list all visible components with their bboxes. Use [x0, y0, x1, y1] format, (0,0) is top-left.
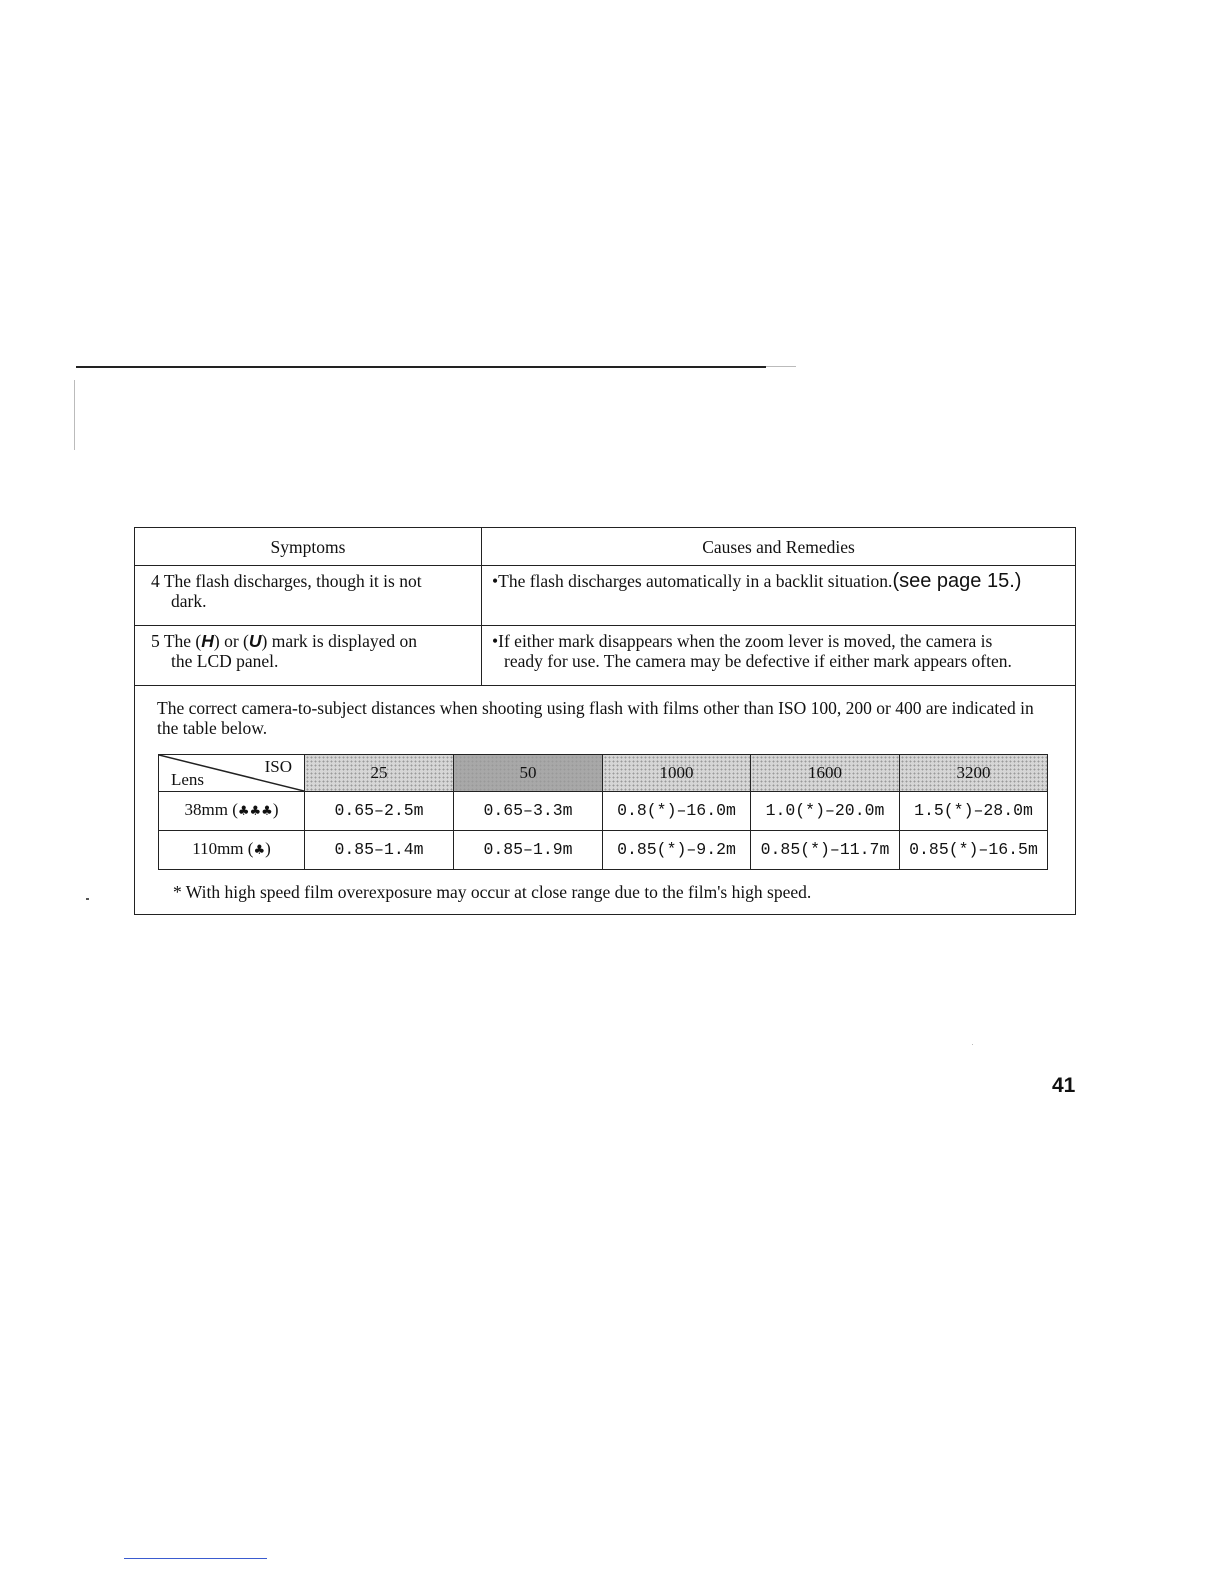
u-mark-icon: U	[248, 631, 262, 651]
iso-25-header: 25	[305, 755, 454, 792]
lens-text: 38mm (	[184, 800, 238, 819]
table-row	[159, 831, 1048, 870]
distance-cell: 0.85(*)–16.5m	[900, 831, 1048, 870]
table-row	[135, 566, 1076, 626]
distance-cell: 0.65–2.5m	[305, 792, 454, 831]
page-number: 41	[1052, 1074, 1076, 1097]
lens-text: )	[265, 839, 271, 858]
iso-label: ISO	[264, 757, 292, 776]
flash-distance-table	[158, 754, 1048, 870]
row-number: 5	[151, 631, 160, 651]
remedy-text	[492, 631, 1067, 671]
remedy-cell	[482, 566, 1076, 626]
top-rule	[76, 366, 766, 368]
h-mark-icon: H	[201, 631, 214, 651]
troubleshooting-table	[134, 527, 1076, 915]
causes-header: Causes and Remedies	[482, 528, 1076, 566]
remedy-text	[492, 571, 1067, 591]
iso-50-header: 50	[454, 755, 603, 792]
lens-38mm	[159, 792, 305, 831]
symptom-cell	[135, 566, 482, 626]
scan-speck	[972, 1044, 973, 1045]
table-row	[159, 792, 1048, 831]
page-reference: (see page 15.)	[892, 570, 1022, 592]
symptom-text	[151, 571, 473, 611]
iso-header-row	[159, 755, 1048, 792]
footnote: * With high speed film overexposure may occur at close range due to the film's high speed.	[173, 882, 812, 902]
symptoms-header: Symptoms	[135, 528, 482, 566]
scan-speck	[86, 898, 89, 900]
lens-label: Lens	[171, 770, 205, 789]
distance-cell: 0.85(*)–9.2m	[603, 831, 751, 870]
bullet: •	[492, 631, 499, 651]
row-number: 4	[151, 571, 160, 591]
symptom-line: The flash discharges, though it is not	[163, 571, 422, 591]
distance-cell: 0.85(*)–11.7m	[751, 831, 900, 870]
symptom-cell	[135, 626, 482, 686]
wide-angle-icon: ♣♣♣	[237, 804, 273, 819]
iso-1600-header: 1600	[751, 755, 900, 792]
remedy-line: The flash discharges automatically in a backlit situation.	[498, 571, 893, 591]
top-rule-faint	[766, 366, 796, 367]
iso-3200-header: 3200	[900, 755, 1048, 792]
lens-110mm	[159, 831, 305, 870]
lens-text: 110mm (	[192, 839, 254, 858]
lens-text: )	[272, 800, 279, 819]
distance-cell: 0.85–1.4m	[305, 831, 454, 870]
note-row	[135, 686, 1076, 915]
scan-speck	[74, 380, 75, 450]
distance-cell: 0.85–1.9m	[454, 831, 603, 870]
bottom-rule	[124, 1558, 267, 1559]
symptom-fragment: The (	[163, 631, 202, 651]
symptom-text	[151, 631, 473, 671]
remedy-cell	[482, 626, 1076, 686]
distance-cell: 1.5(*)–28.0m	[900, 792, 1048, 831]
symptom-line: dark.	[171, 591, 207, 611]
distance-cell: 1.0(*)–20.0m	[751, 792, 900, 831]
lens-iso-corner	[159, 755, 305, 792]
symptom-fragment: ) or (	[213, 631, 249, 651]
table-header-row	[135, 528, 1076, 566]
distance-cell: 0.65–3.3m	[454, 792, 603, 831]
iso-1000-header: 1000	[603, 755, 751, 792]
distance-cell: 0.8(*)–16.0m	[603, 792, 751, 831]
table-row	[135, 626, 1076, 686]
remedy-line: ready for use. The camera may be defective if either mark appears often.	[504, 651, 1012, 671]
note-cell	[135, 686, 1076, 915]
symptom-line: the LCD panel.	[171, 651, 279, 671]
symptom-fragment: ) mark is displayed on	[261, 631, 418, 651]
bullet: •	[492, 571, 499, 591]
telephoto-icon: ♣	[253, 843, 266, 858]
note-text: The correct camera-to-subject distances when shooting using flash with films other than ISO 100, 200 or 400 are indicated in the table below.	[157, 698, 1034, 738]
remedy-line: If either mark disappears when the zoom lever is moved, the camera is	[498, 631, 993, 651]
